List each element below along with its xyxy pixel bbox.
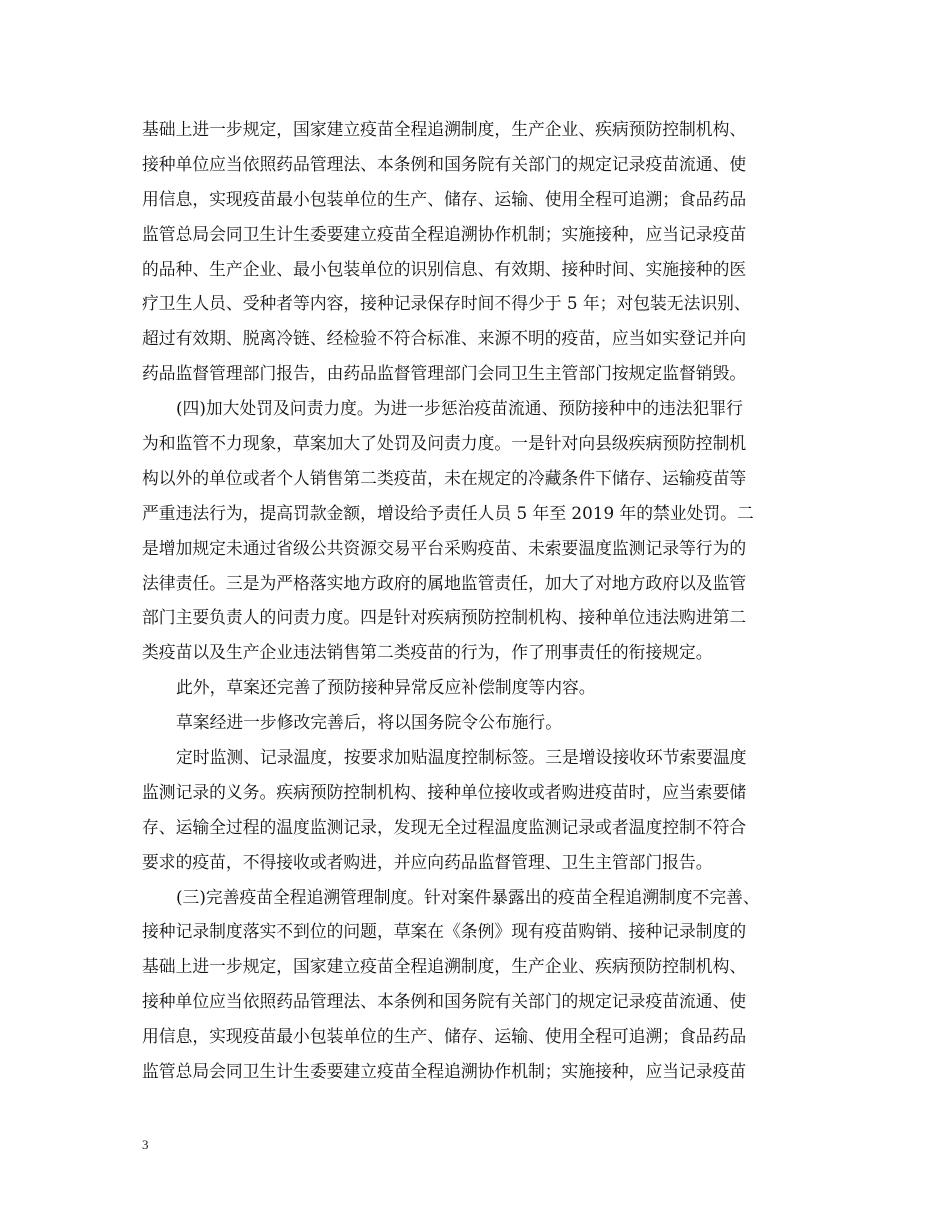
text-line: 药品监督管理部门报告，由药品监督管理部门会同卫生主管部门按规定监督销毁。 <box>142 363 747 384</box>
text-line: 监测记录的义务。疾病预防控制机构、接种单位接收或者购进疫苗时，应当索要储 <box>142 781 747 802</box>
paragraph-start-line: (三)完善疫苗全程追溯管理制度。针对案件暴露出的疫苗全程追溯制度不完善、 <box>176 886 760 907</box>
page-number: 3 <box>142 1137 149 1152</box>
text-line: 监管总局会同卫生计生委要建立疫苗全程追溯协作机制；实施接种，应当记录疫苗 <box>142 223 747 244</box>
text-line: 为和监管不力现象，草案加大了处罚及问责力度。一是针对向县级疾病预防控制机 <box>142 433 747 454</box>
text-line: 超过有效期、脱离冷链、经检验不符合标准、来源不明的疫苗，应当如实登记并向 <box>142 328 747 349</box>
text-line: 要求的疫苗，不得接收或者购进，并应向药品监督管理、卫生主管部门报告。 <box>142 851 713 872</box>
text-line: 接种单位应当依照药品管理法、本条例和国务院有关部门的规定记录疫苗流通、使 <box>142 153 747 174</box>
text-line: 接种记录制度落实不到位的问题，草案在《条例》现有疫苗购销、接种记录制度的 <box>142 921 747 942</box>
text-line: 基础上进一步规定，国家建立疫苗全程追溯制度，生产企业、疾病预防控制机构、 <box>142 119 747 139</box>
text-line: 类疫苗以及生产企业违法销售第二类疫苗的行为，作了刑事责任的衔接规定。 <box>142 642 713 663</box>
text-line: 用信息，实现疫苗最小包装单位的生产、储存、运输、使用全程可追溯；食品药品 <box>142 188 747 209</box>
paragraph-start-line: 定时监测、记录温度，按要求加贴温度控制标签。三是增设接收环节索要温度 <box>176 747 747 768</box>
paragraph-start-line: 草案经进一步修改完善后，将以国务院令公布施行。 <box>176 712 562 733</box>
text-line: 存、运输全过程的温度监测记录，发现无全过程温度监测记录或者温度控制不符合 <box>142 816 747 837</box>
text-line: 构以外的单位或者个人销售第二类疫苗，未在规定的冷藏条件下储存、运输疫苗等 <box>142 467 747 488</box>
text-line: 严重违法行为，提高罚款金额，增设给予责任人员 5 年至 2019 年的禁业处罚。二 <box>142 502 754 523</box>
document-body <box>142 112 814 1089</box>
text-line: 监管总局会同卫生计生委要建立疫苗全程追溯协作机制；实施接种，应当记录疫苗 <box>142 1061 747 1082</box>
text-line: 用信息，实现疫苗最小包装单位的生产、储存、运输、使用全程可追溯；食品药品 <box>142 1026 747 1047</box>
text-line: 部门主要负责人的问责力度。四是针对疾病预防控制机构、接种单位违法购进第二 <box>142 607 747 628</box>
paragraph-start-line: 此外，草案还完善了预防接种异常反应补偿制度等内容。 <box>176 677 596 698</box>
text-line: 接种单位应当依照药品管理法、本条例和国务院有关部门的规定记录疫苗流通、使 <box>142 991 747 1012</box>
text-line: 的品种、生产企业、最小包装单位的识别信息、有效期、接种时间、实施接种的医 <box>142 258 747 279</box>
text-line: 基础上进一步规定，国家建立疫苗全程追溯制度，生产企业、疾病预防控制机构、 <box>142 956 747 977</box>
text-line: 疗卫生人员、受种者等内容，接种记录保存时间不得少于 5 年；对包装无法识别、 <box>142 293 751 314</box>
paragraph-start-line: (四)加大处罚及问责力度。为进一步惩治疫苗流通、预防接种中的违法犯罪行 <box>176 398 743 419</box>
text-line: 是增加规定未通过省级公共资源交易平台采购疫苗、未索要温度监测记录等行为的 <box>142 537 747 558</box>
text-line: 法律责任。三是为严格落实地方政府的属地监管责任，加大了对地方政府以及监管 <box>142 572 747 593</box>
